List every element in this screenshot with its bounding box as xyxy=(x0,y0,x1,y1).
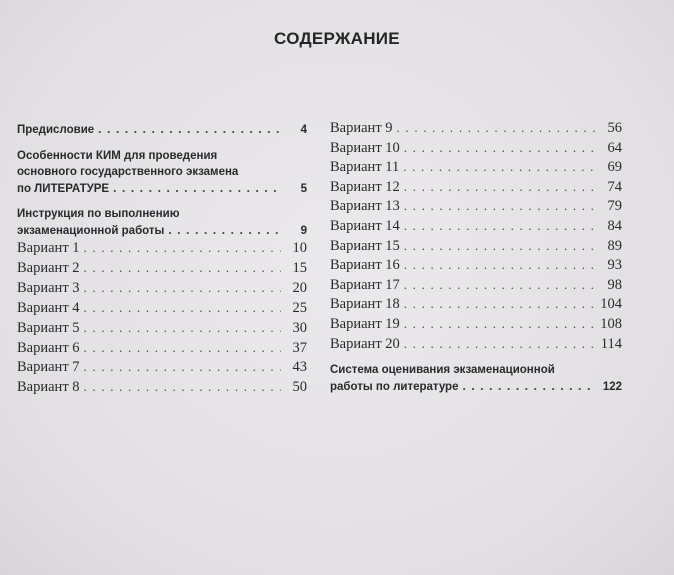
toc-entry-label: Вариант 7 xyxy=(17,359,80,376)
toc-entry-variant[interactable] xyxy=(330,140,622,156)
toc-entry-page: 20 xyxy=(292,279,307,296)
dot-leader xyxy=(84,260,281,276)
toc-entry-page: 56 xyxy=(607,120,622,136)
dot-leader xyxy=(84,280,281,296)
toc-entry-page: 122 xyxy=(602,381,622,393)
toc-entry-label-line: Особенности КИМ для проведения xyxy=(17,150,218,162)
dot-leader xyxy=(404,218,596,234)
dot-leader xyxy=(84,320,281,336)
toc-entry-page: 37 xyxy=(292,339,307,356)
dot-leader xyxy=(98,121,281,137)
toc-entry-variant[interactable] xyxy=(330,120,622,136)
toc-entry-page: 5 xyxy=(300,183,307,195)
toc-entry-variant[interactable] xyxy=(330,257,622,273)
dot-leader xyxy=(84,240,281,256)
toc-entry-label-line: основного государственного экзамена xyxy=(17,166,239,178)
dot-leader xyxy=(84,340,281,356)
toc-entry-label: Вариант 6 xyxy=(17,339,80,356)
toc-entry-variant[interactable] xyxy=(17,320,307,336)
toc-entry-variant[interactable] xyxy=(330,179,622,195)
toc-entry-page: 10 xyxy=(292,240,307,256)
page-title: СОДЕРЖАНИЕ xyxy=(274,29,400,48)
toc-entry-variant[interactable] xyxy=(330,198,622,214)
toc-entry-page: 15 xyxy=(292,259,307,276)
toc-entry-label-line: работы по литературе xyxy=(330,381,459,393)
toc-entry-label: Вариант 17 xyxy=(330,276,400,293)
toc-entry-page: 98 xyxy=(607,276,622,293)
dot-leader xyxy=(404,257,596,273)
toc-entry-page: 89 xyxy=(607,237,622,254)
dot-leader xyxy=(397,120,596,136)
toc-entry-label: Вариант 5 xyxy=(17,319,80,336)
toc-entry-page: 93 xyxy=(607,257,622,274)
toc-entry-page: 114 xyxy=(600,335,622,352)
toc-entry-label: Предисловие xyxy=(17,124,95,136)
toc-entry-preface[interactable] xyxy=(17,121,307,137)
toc-entry-page: 25 xyxy=(292,299,307,316)
toc-entry-label: Вариант 20 xyxy=(330,335,400,352)
toc-entry-variant[interactable] xyxy=(330,336,622,352)
dot-leader xyxy=(404,296,596,312)
toc-entry-page: 9 xyxy=(300,225,307,237)
toc-entry-label: Вариант 12 xyxy=(330,178,400,195)
toc-entry-variant[interactable] xyxy=(330,218,622,234)
toc-entry-variant[interactable] xyxy=(330,277,622,293)
dot-leader xyxy=(404,238,596,254)
toc-entry-variant[interactable] xyxy=(330,316,622,332)
dot-leader xyxy=(404,336,596,352)
toc-entry-variant[interactable] xyxy=(17,340,307,356)
toc-entry-label: Вариант 19 xyxy=(330,316,400,332)
dot-leader xyxy=(404,140,596,156)
toc-entry-page: 50 xyxy=(292,379,307,396)
toc-entry-label-line: экзаменационной работы xyxy=(17,225,165,237)
toc-entry-page: 43 xyxy=(292,359,307,376)
toc-entry-label: Вариант 3 xyxy=(17,279,80,296)
dot-leader xyxy=(168,222,281,238)
toc-entry-page: 4 xyxy=(300,124,307,136)
toc-entry-page: 79 xyxy=(607,198,622,215)
dot-leader xyxy=(462,378,596,394)
toc-entry-page: 64 xyxy=(607,139,622,156)
toc-entry-grading[interactable] xyxy=(330,362,622,394)
toc-entry-page: 108 xyxy=(600,316,622,332)
toc-entry-variant[interactable] xyxy=(17,260,307,276)
dot-leader xyxy=(404,179,596,195)
toc-entry-label-line: по ЛИТЕРАТУРЕ xyxy=(17,183,110,195)
toc-entry-variant[interactable] xyxy=(17,240,307,256)
dot-leader xyxy=(84,379,281,395)
toc-entry-label: Вариант 10 xyxy=(330,139,400,156)
toc-entry-label: Вариант 4 xyxy=(17,299,80,316)
toc-entry-label: Вариант 16 xyxy=(330,257,400,274)
toc-entry-label: Вариант 8 xyxy=(17,379,80,396)
toc-entry-page: 84 xyxy=(607,218,622,234)
toc-entry-features[interactable] xyxy=(17,148,307,196)
toc-entry-variant[interactable] xyxy=(330,159,622,175)
toc-entry-instruction[interactable] xyxy=(17,206,307,238)
toc-entry-variant[interactable] xyxy=(330,238,622,254)
dot-leader xyxy=(404,316,596,332)
dot-leader xyxy=(404,277,596,293)
toc-entry-label: Вариант 9 xyxy=(330,120,393,136)
toc-entry-label: Вариант 11 xyxy=(330,159,400,176)
toc-entry-page: 74 xyxy=(607,178,622,195)
toc-entry-variant[interactable] xyxy=(330,296,622,312)
toc-entry-page: 30 xyxy=(292,319,307,336)
toc-entry-label: Вариант 1 xyxy=(17,240,80,256)
toc-entry-variant[interactable] xyxy=(17,359,307,375)
toc-entry-label: Вариант 14 xyxy=(330,218,400,234)
toc-entry-label: Вариант 2 xyxy=(17,259,80,276)
toc-entry-label-line: Система оценивания экзаменационной xyxy=(330,364,555,376)
toc-entry-label: Вариант 18 xyxy=(330,296,400,313)
dot-leader xyxy=(84,359,281,375)
toc-entry-variant[interactable] xyxy=(17,280,307,296)
dot-leader xyxy=(113,180,281,196)
toc-entry-label-line: Инструкция по выполнению xyxy=(17,208,180,220)
dot-leader xyxy=(403,159,596,175)
toc-entry-page: 69 xyxy=(607,159,622,176)
toc-entry-label: Вариант 15 xyxy=(330,237,400,254)
toc-entry-variant[interactable] xyxy=(17,379,307,395)
toc-entry-label: Вариант 13 xyxy=(330,198,400,215)
dot-leader xyxy=(404,198,596,214)
toc-entry-variant[interactable] xyxy=(17,300,307,316)
toc-entry-page: 104 xyxy=(600,296,622,313)
dot-leader xyxy=(84,300,281,316)
